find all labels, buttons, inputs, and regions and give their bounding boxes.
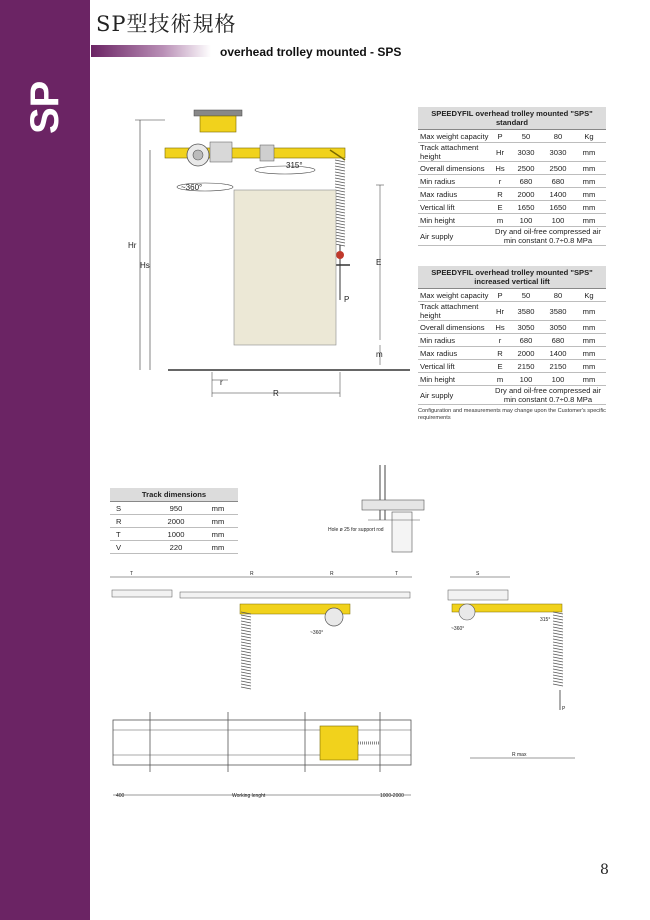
svg-text:400: 400 — [116, 793, 125, 799]
config-note: Configuration and measurements may change upon the Customer's specific requirements — [418, 408, 606, 421]
spring-coil-segment — [553, 612, 563, 614]
spec-label: Track attachment height — [420, 302, 479, 320]
spec-value-2: 100 — [551, 374, 565, 384]
spec-unit: mm — [582, 163, 596, 173]
spring-coil-segment — [241, 630, 251, 632]
svg-text:P: P — [344, 295, 350, 304]
spec-label: Min height — [420, 215, 456, 225]
spec-value-2: 2500 — [549, 163, 567, 173]
spec-symbol: r — [498, 335, 502, 345]
spring-coil-segment — [241, 657, 251, 659]
track-unit: mm — [211, 529, 225, 539]
spring-coil-segment — [553, 615, 563, 617]
spring-coil-segment — [553, 681, 563, 683]
spring-coil-segment — [241, 660, 251, 662]
svg-text:1000-2000: 1000-2000 — [380, 793, 404, 799]
track-symbol: S — [116, 503, 122, 513]
svg-text:P: P — [562, 706, 566, 712]
spring-coil-segment — [553, 654, 563, 656]
spring-coil-segment — [241, 648, 251, 650]
track-table-title: Track dimensions — [110, 488, 238, 502]
svg-text:315°: 315° — [540, 617, 551, 623]
spring-coil-segment — [241, 651, 251, 653]
spring-coil-segment — [553, 648, 563, 650]
spring-coil-segment — [335, 190, 345, 192]
spring-coil-segment — [553, 630, 563, 632]
spring-coil-segment — [241, 678, 251, 680]
svg-text:R: R — [250, 571, 254, 577]
page-subtitle: overhead trolley mounted - SPS — [220, 45, 402, 59]
spec-label: Track attachment height — [420, 143, 479, 161]
svg-text:R: R — [330, 571, 334, 577]
spring-coil-segment — [335, 178, 345, 180]
spring-coil-segment — [241, 639, 251, 641]
svg-text:Working lenght: Working lenght — [232, 793, 266, 799]
spec-air-value: Dry and oil-free compressed air min constant 0.7÷0.8 MPa — [495, 227, 601, 245]
spring-coil-segment — [553, 660, 563, 662]
svg-text:Hr: Hr — [128, 241, 137, 250]
spec-value-2: 80 — [553, 131, 563, 141]
spring-coil-segment — [335, 217, 345, 219]
spring-coil-segment — [335, 238, 345, 240]
spec-value-1: 680 — [519, 335, 533, 345]
track-unit: mm — [211, 542, 225, 552]
spring-coil-segment — [241, 618, 251, 620]
spec-label: Min radius — [420, 335, 456, 345]
spring-coil-segment — [335, 175, 345, 177]
spring-coil-segment — [335, 181, 345, 183]
spring-coil-segment — [241, 681, 251, 683]
spring-coil-segment — [553, 642, 563, 644]
spec-symbol: E — [497, 202, 503, 212]
svg-text:SP: SP — [23, 80, 67, 134]
spec-value-2: 3580 — [549, 306, 567, 316]
spring-coil-segment — [335, 235, 345, 237]
spring-coil-segment — [335, 166, 345, 168]
spring-coil-segment — [553, 624, 563, 626]
spring-coil-segment — [553, 663, 563, 665]
spring-coil-segment — [335, 163, 345, 165]
spring-coil-segment — [335, 199, 345, 201]
svg-text:Hs: Hs — [140, 261, 150, 270]
spec-unit: Kg — [584, 131, 594, 141]
spring-coil-segment — [335, 229, 345, 231]
spring-coil-segment — [335, 184, 345, 186]
spec-label: Vertical lift — [420, 361, 455, 371]
spring-coil-segment — [553, 669, 563, 671]
spring-coil-segment — [553, 672, 563, 674]
spring-coil-segment — [553, 639, 563, 641]
spec-symbol: Hs — [495, 322, 505, 332]
svg-text:m: m — [376, 350, 383, 359]
spec-value-2: 2150 — [549, 361, 567, 371]
spec-value-2: 1650 — [549, 202, 567, 212]
spec-unit: mm — [582, 202, 596, 212]
spec-unit: mm — [582, 361, 596, 371]
spec-symbol: P — [497, 290, 503, 300]
spring-coil-segment — [241, 663, 251, 665]
spec-label: Overall dimensions — [420, 163, 485, 173]
spring-coil-segment — [241, 672, 251, 674]
spring-coil-segment — [335, 160, 345, 162]
track-plan-drawing — [110, 571, 412, 689]
spec-label: Max weight capacity — [420, 131, 489, 141]
track-unit: mm — [211, 503, 225, 513]
page-number: 8 — [600, 862, 609, 878]
spec-value-1: 2150 — [517, 361, 535, 371]
svg-text:S: S — [476, 571, 480, 577]
spec-symbol: E — [497, 361, 503, 371]
spec-unit: mm — [582, 306, 596, 316]
svg-text:~360°: ~360° — [310, 630, 324, 636]
spec-symbol: r — [498, 176, 502, 186]
svg-text:315°: 315° — [286, 161, 303, 170]
spring-coil-segment — [553, 666, 563, 668]
svg-text:~360°: ~360° — [451, 626, 465, 632]
track-value: 2000 — [167, 516, 185, 526]
spring-coil-segment — [335, 169, 345, 171]
spring-coil-segment — [335, 208, 345, 210]
track-unit: mm — [211, 516, 225, 526]
spring-coil-segment — [335, 172, 345, 174]
spring-coil-segment — [335, 214, 345, 216]
spring-coil-segment — [335, 220, 345, 222]
spec-symbol: m — [496, 374, 504, 384]
spring-coil-segment — [335, 193, 345, 195]
spring-coil-segment — [335, 187, 345, 189]
page-title: SP型技術規格 — [96, 12, 237, 36]
spec-value-1: 100 — [519, 374, 533, 384]
spec-unit: Kg — [584, 290, 594, 300]
spring-coil-segment — [241, 687, 251, 689]
spec-value-1: 3050 — [517, 322, 535, 332]
spec-unit: mm — [582, 215, 596, 225]
spring-coil-segment — [553, 627, 563, 629]
spec-symbol: Hs — [495, 163, 505, 173]
spec-label: Max radius — [420, 348, 458, 358]
spec-unit: mm — [582, 348, 596, 358]
spec-value-2: 3050 — [549, 322, 567, 332]
spring-coil-segment — [553, 651, 563, 653]
spec-unit: mm — [582, 176, 596, 186]
spring-coil-segment — [241, 624, 251, 626]
spring-coil-segment — [335, 226, 345, 228]
spec-symbol: Hr — [495, 306, 504, 316]
spec-symbol: P — [497, 131, 503, 141]
spec-label: Overall dimensions — [420, 322, 485, 332]
spring-coil-segment — [241, 621, 251, 623]
spec-symbol: m — [496, 215, 504, 225]
spec-value-1: 2000 — [517, 348, 535, 358]
spring-coil-segment — [553, 645, 563, 647]
spec-label: Air supply — [420, 390, 454, 400]
spec-unit: mm — [582, 322, 596, 332]
spec-table-title: SPEEDYFIL overhead trolley mounted "SPS" standard — [418, 107, 606, 130]
spec-value-2: 1400 — [549, 348, 567, 358]
elevation-drawing — [128, 110, 410, 398]
spring-coil-segment — [241, 684, 251, 686]
spring-coil-segment — [241, 633, 251, 635]
side-view-drawing — [448, 571, 575, 758]
svg-text:r: r — [220, 378, 223, 387]
spec-label: Min radius — [420, 176, 456, 186]
spring-coil-segment — [335, 205, 345, 207]
spec-label: Max radius — [420, 189, 458, 199]
spring-coil-segment — [553, 657, 563, 659]
svg-text:~360°: ~360° — [181, 183, 203, 192]
spring-coil-segment — [241, 642, 251, 644]
track-symbol: T — [116, 529, 121, 539]
spring-coil-segment — [241, 636, 251, 638]
spring-coil-segment — [553, 636, 563, 638]
spec-unit: mm — [582, 189, 596, 199]
spring-coil-segment — [553, 618, 563, 620]
spring-coil-segment — [241, 675, 251, 677]
spec-unit: mm — [582, 335, 596, 345]
spec-value-2: 1400 — [549, 189, 567, 199]
spring-coil-segment — [553, 621, 563, 623]
spec-value-2: 680 — [551, 335, 565, 345]
spec-value-1: 1650 — [517, 202, 535, 212]
svg-text:T: T — [130, 571, 134, 577]
spec-symbol: R — [497, 189, 503, 199]
spring-coil-segment — [335, 211, 345, 213]
spec-value-1: 50 — [521, 290, 531, 300]
spec-value-1: 100 — [519, 215, 533, 225]
svg-text:R max: R max — [512, 752, 527, 758]
spring-coil-segment — [335, 202, 345, 204]
spring-coil-segment — [241, 669, 251, 671]
spec-label: Vertical lift — [420, 202, 455, 212]
spring-coil-segment — [335, 241, 345, 243]
track-value: 1000 — [167, 529, 185, 539]
spring-coil-segment — [335, 196, 345, 198]
svg-text:E: E — [376, 258, 382, 267]
spec-table-title: SPEEDYFIL overhead trolley mounted "SPS" increased vertical lift — [418, 266, 606, 289]
spring-coil-segment — [241, 666, 251, 668]
spec-air-value: Dry and oil-free compressed air min constant 0.7÷0.8 MPa — [495, 386, 601, 404]
spring-coil-segment — [241, 654, 251, 656]
spring-coil-segment — [335, 223, 345, 225]
spec-value-2: 3030 — [549, 147, 567, 157]
svg-text:Hole ø 25 for support rod: Hole ø 25 for support rod — [328, 527, 384, 533]
track-value: 950 — [169, 503, 183, 513]
track-section-detail — [328, 465, 424, 552]
spring-coil-segment — [241, 627, 251, 629]
spec-value-2: 100 — [551, 215, 565, 225]
spec-unit: mm — [582, 374, 596, 384]
spec-value-2: 80 — [553, 290, 563, 300]
spec-unit: mm — [582, 147, 596, 157]
spec-value-2: 680 — [551, 176, 565, 186]
spec-value-1: 3030 — [517, 147, 535, 157]
spec-value-1: 3580 — [517, 306, 535, 316]
spring-coil-segment — [335, 232, 345, 234]
spec-label: Max weight capacity — [420, 290, 489, 300]
track-value: 220 — [169, 542, 183, 552]
spec-label: Air supply — [420, 231, 454, 241]
spring-coil-segment — [553, 678, 563, 680]
spec-value-1: 2500 — [517, 163, 535, 173]
spring-coil-segment — [241, 645, 251, 647]
track-symbol: R — [116, 516, 122, 526]
spec-value-1: 2000 — [517, 189, 535, 199]
plan-view-drawing — [113, 712, 411, 799]
spec-label: Min height — [420, 374, 456, 384]
svg-text:T: T — [395, 571, 399, 577]
spec-value-1: 50 — [521, 131, 531, 141]
spec-symbol: R — [497, 348, 503, 358]
spec-symbol: Hr — [495, 147, 504, 157]
spring-coil-segment — [553, 684, 563, 686]
spring-coil-segment — [553, 633, 563, 635]
spring-coil-segment — [241, 615, 251, 617]
svg-text:R: R — [273, 389, 279, 398]
track-symbol: V — [116, 542, 122, 552]
spec-value-1: 680 — [519, 176, 533, 186]
spring-coil-segment — [553, 675, 563, 677]
